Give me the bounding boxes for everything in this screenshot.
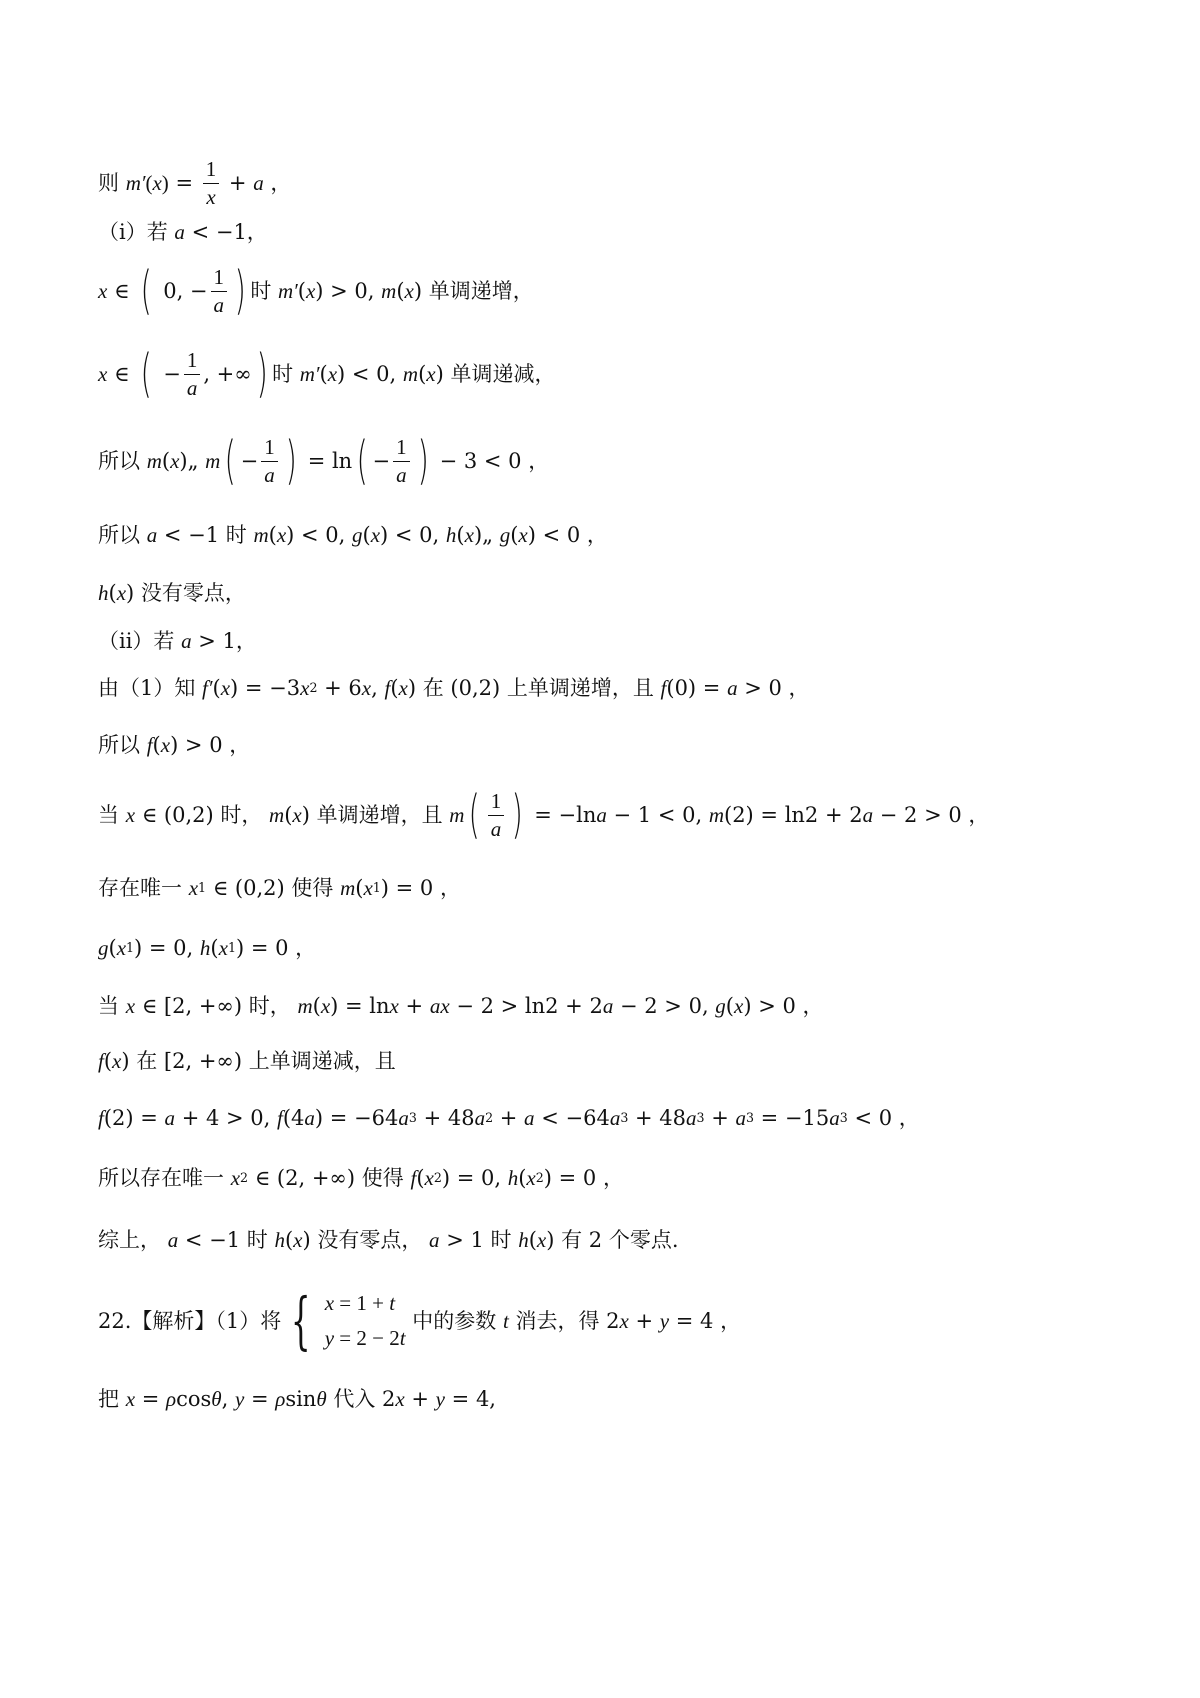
line-7: h ( x ) 没有零点， [98, 580, 246, 605]
equation-system: x = 1 + t y = 2 − 2t [324, 1291, 406, 1350]
line-19: 22.【解析】（1）将 { x = 1 + t y = 2 − 2t 中的参数 t 消去，得 2 x + y = 4 ， [98, 1284, 742, 1357]
line-13: g ( x 1 ) = 0, h ( x 1 ) = 0 ， [98, 935, 317, 960]
line-3: x ∈ ( 0, − $\frac{1}{a}$ ) 时 m′ ( x ) > 0, m ( x ) 单调递增， [98, 261, 534, 321]
line-4: x ∈ ( − $\frac{1}{a}$ , +∞ ) 时 m′ ( x ) < 0, m ( x ) 单调递减， [98, 344, 556, 404]
line-8: （ii）若 a > 1， [98, 628, 257, 653]
line-2: （i）若 a < −1， [98, 219, 268, 244]
line-10: 所以 f ( x ) > 0 ， [98, 732, 251, 757]
line-17: 所以存在唯一 x 2 ∈ (2, +∞) 使得 f ( x 2 ) = 0, h ( x 2 ) = 0 ， [98, 1165, 624, 1190]
line-5: 所以 m ( x )„ m ( − $\frac{1}{a}$ ) = ln ( − $\frac{1}{a}$ ) − 3 < 0 ， [98, 431, 550, 491]
line-16: f (2) = a + 4 > 0, f (4 a ) = −64 a 3 + 48 a 2 + a < −64 a 3 + 48 a 3 + a 3 = −15 a 3 < 0 ， [98, 1105, 920, 1130]
fraction-1-over-x: $\frac{1}{x}$ [203, 159, 220, 208]
line-18: 综上， a < −1 时 h ( x ) 没有零点， a > 1 时 h ( x ) 有 2 个零点. [98, 1227, 679, 1252]
line-1: 则 m′ ( x ) = $\frac{1}{x}$ + a ， [98, 156, 292, 209]
line-15: f ( x ) 在 [2, +∞) 上单调递减，且 [98, 1048, 396, 1073]
line-20: 把 x = ρ cos θ , y = ρ sin θ 代入 2 x + y = 4, [98, 1386, 496, 1411]
line-9: 由（1）知 f′ ( x ) = −3 x 2 + 6 x , f ( x ) 在 (0,2) 上单调递增，且 f (0) = a > 0 ， [98, 675, 810, 700]
line-14: 当 x ∈ [2, +∞) 时， m ( x ) = ln x + ax − 2 > ln2 + 2 a − 2 > 0, g ( x ) > 0 ， [98, 993, 824, 1018]
text-ze: 则 [98, 170, 119, 195]
line-6: 所以 a < −1 时 m ( x ) < 0, g ( x ) < 0, h ( x )„ g ( x ) < 0 ， [98, 522, 608, 547]
line-11: 当 x ∈ (0,2) 时， m ( x ) 单调递增，且 m ( $\frac{1}{a}$ ) = −ln a − 1 < 0, m (2) = ln2 + 2 a − 2 > 0 ， [98, 785, 990, 845]
brace-icon: { [291, 1284, 311, 1357]
line-12: 存在唯一 x 1 ∈ (0,2) 使得 m ( x 1 ) = 0 ， [98, 875, 461, 900]
